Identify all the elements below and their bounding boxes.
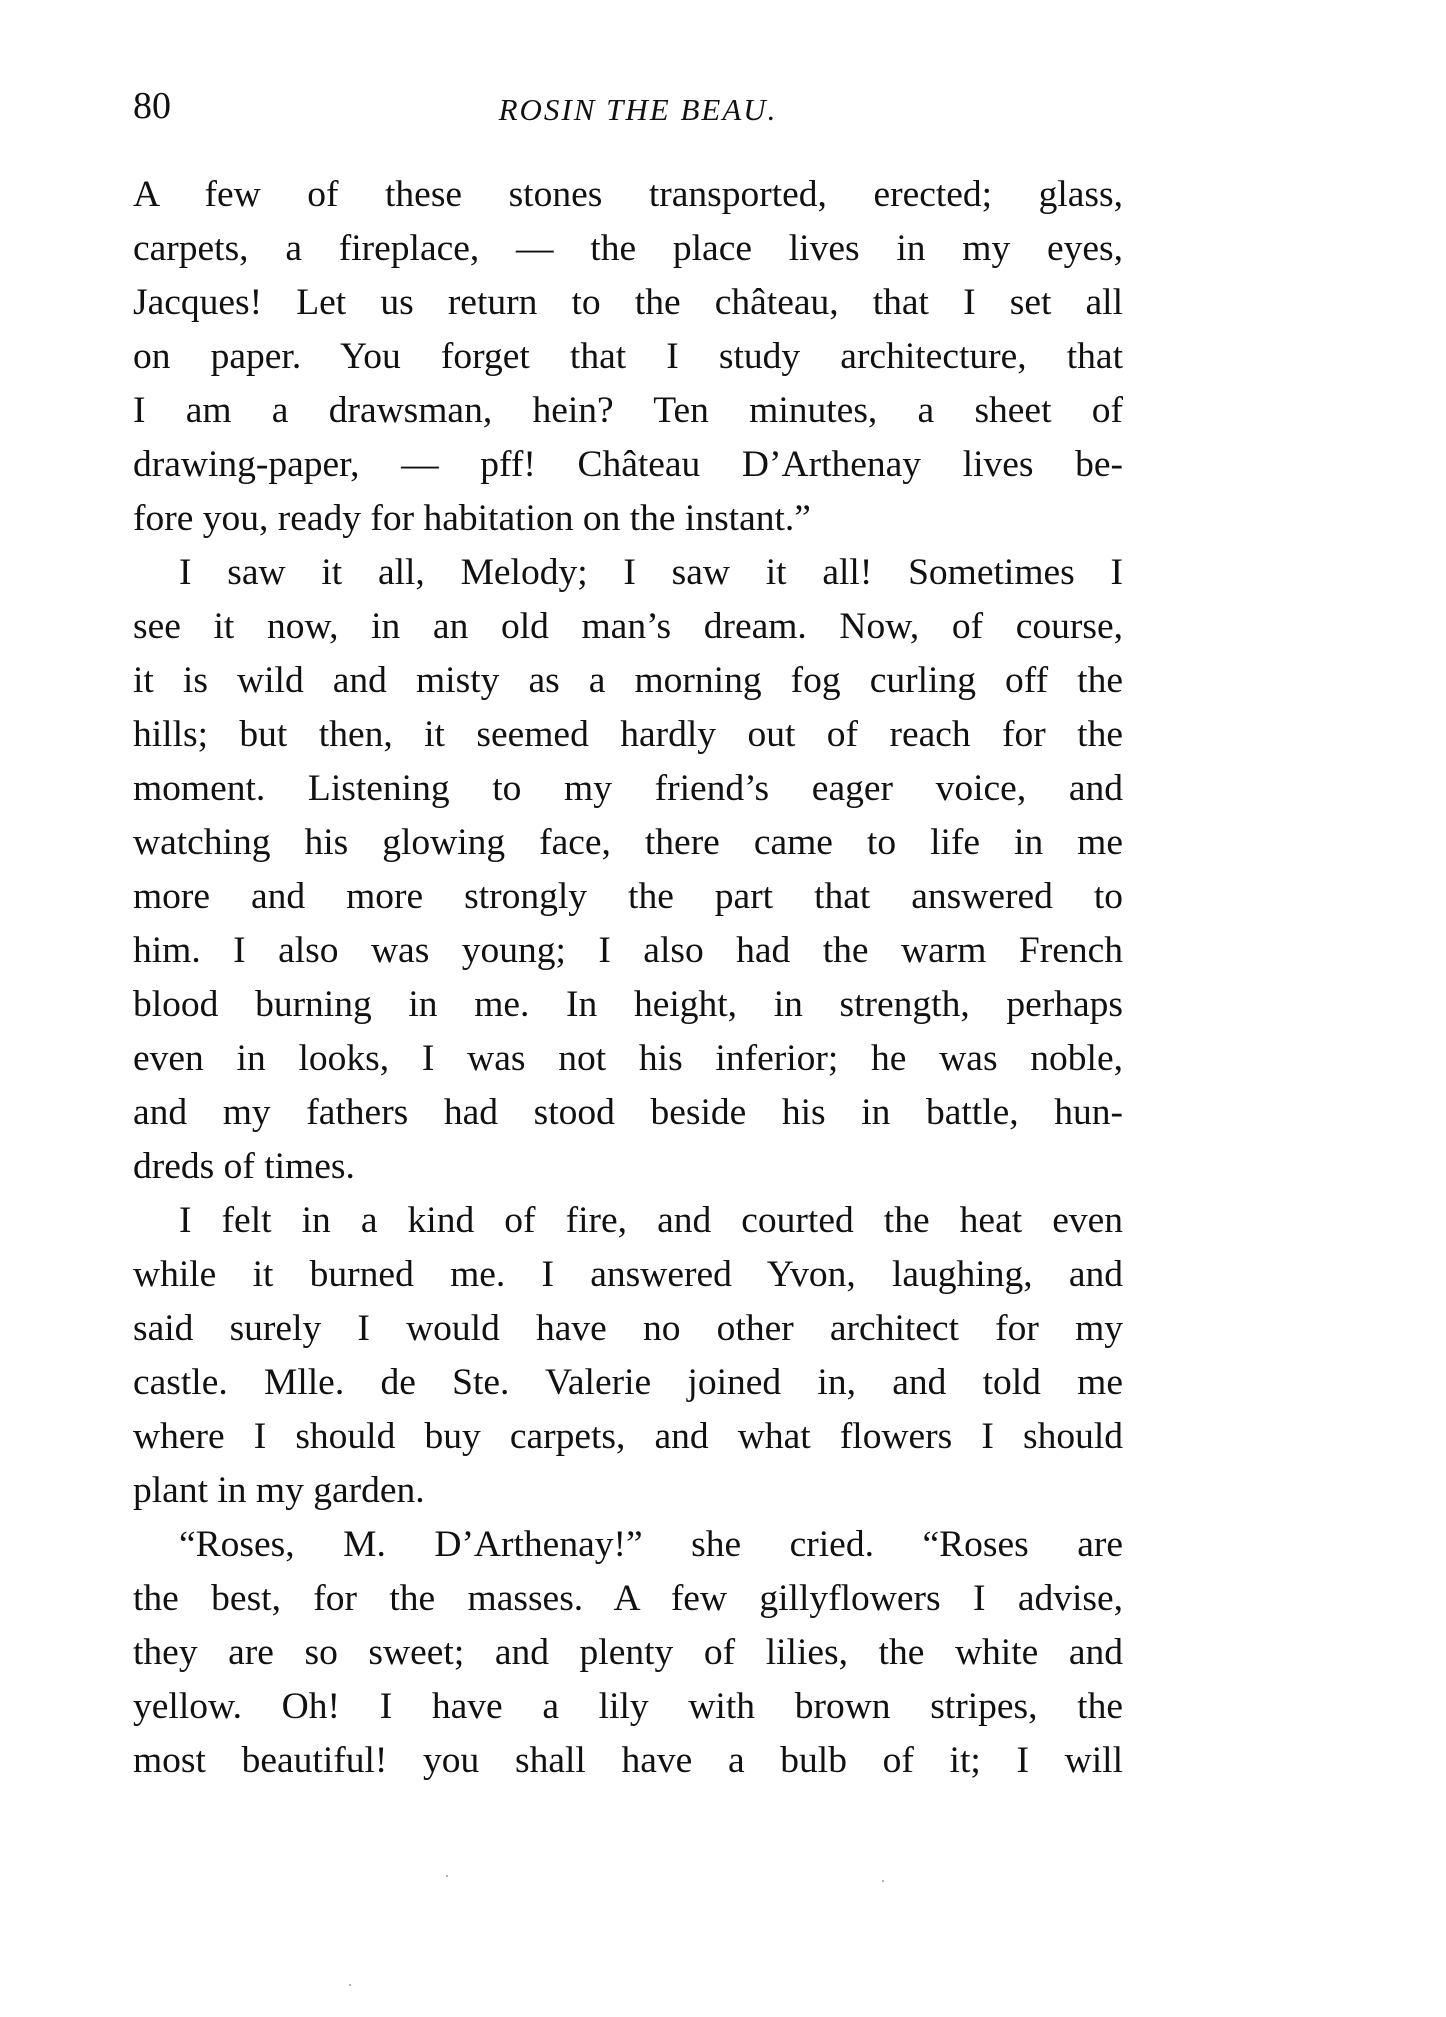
paragraph	[133, 168, 1123, 546]
text-line: dreds of times.	[133, 1146, 355, 1187]
scan-speck	[882, 1880, 884, 1882]
text-line: where I should buy carpets, and what flowers I should	[133, 1416, 1123, 1457]
text-line: I saw it all, Melody; I saw it all! Sometimes I	[179, 552, 1123, 593]
paragraph	[133, 1194, 1123, 1518]
text-line: most beautiful! you shall have a bulb of it; I will	[133, 1740, 1123, 1781]
text-line: I felt in a kind of fire, and courted the heat even	[179, 1200, 1123, 1241]
paragraph	[133, 546, 1123, 1194]
text-line: Jacques! Let us return to the château, that I set all	[133, 282, 1123, 323]
text-line: hills; but then, it seemed hardly out of reach for the	[133, 714, 1123, 755]
scan-speck	[446, 1875, 448, 1877]
running-title: ROSIN THE BEAU.	[498, 92, 778, 127]
text-line: they are so sweet; and plenty of lilies, the white and	[133, 1632, 1123, 1673]
text-line: plant in my garden.	[133, 1470, 425, 1511]
text-line: carpets, a fireplace, — the place lives in my eyes,	[133, 228, 1123, 269]
body-text	[133, 168, 1123, 1788]
text-line: I am a drawsman, hein? Ten minutes, a sheet of	[133, 390, 1123, 431]
text-line: castle. Mlle. de Ste. Valerie joined in, and told me	[133, 1362, 1123, 1403]
paragraph	[133, 1518, 1123, 1788]
text-line: A few of these stones transported, erected; glass,	[133, 174, 1123, 215]
text-line: watching his glowing face, there came to life in me	[133, 822, 1123, 863]
text-line: “Roses, M. D’Arthenay!” she cried. “Roses are	[179, 1524, 1123, 1565]
text-line: fore you, ready for habitation on the instant.”	[133, 498, 811, 539]
text-line: moment. Listening to my friend’s eager voice, and	[133, 768, 1123, 809]
text-line: said surely I would have no other architect for my	[133, 1308, 1123, 1349]
scan-speck	[349, 1984, 351, 1986]
running-head	[133, 76, 1123, 136]
text-line: the best, for the masses. A few gillyflowers I advise,	[133, 1578, 1123, 1619]
text-line: and my fathers had stood beside his in battle, hun-	[133, 1092, 1123, 1133]
text-line: blood burning in me. In height, in strength, perhaps	[133, 984, 1123, 1025]
page-number: 80	[133, 85, 171, 127]
text-line: it is wild and misty as a morning fog curling off the	[133, 660, 1123, 701]
text-line: more and more strongly the part that answered to	[133, 876, 1123, 917]
text-line: while it burned me. I answered Yvon, laughing, and	[133, 1254, 1123, 1295]
text-line: drawing-paper, — pff! Château D’Arthenay lives be-	[133, 444, 1123, 485]
text-line: yellow. Oh! I have a lily with brown stripes, the	[133, 1686, 1123, 1727]
text-line: on paper. You forget that I study architecture, that	[133, 336, 1123, 377]
text-line: even in looks, I was not his inferior; he was noble,	[133, 1038, 1123, 1079]
text-line: see it now, in an old man’s dream. Now, of course,	[133, 606, 1123, 647]
text-line: him. I also was young; I also had the warm French	[133, 930, 1123, 971]
